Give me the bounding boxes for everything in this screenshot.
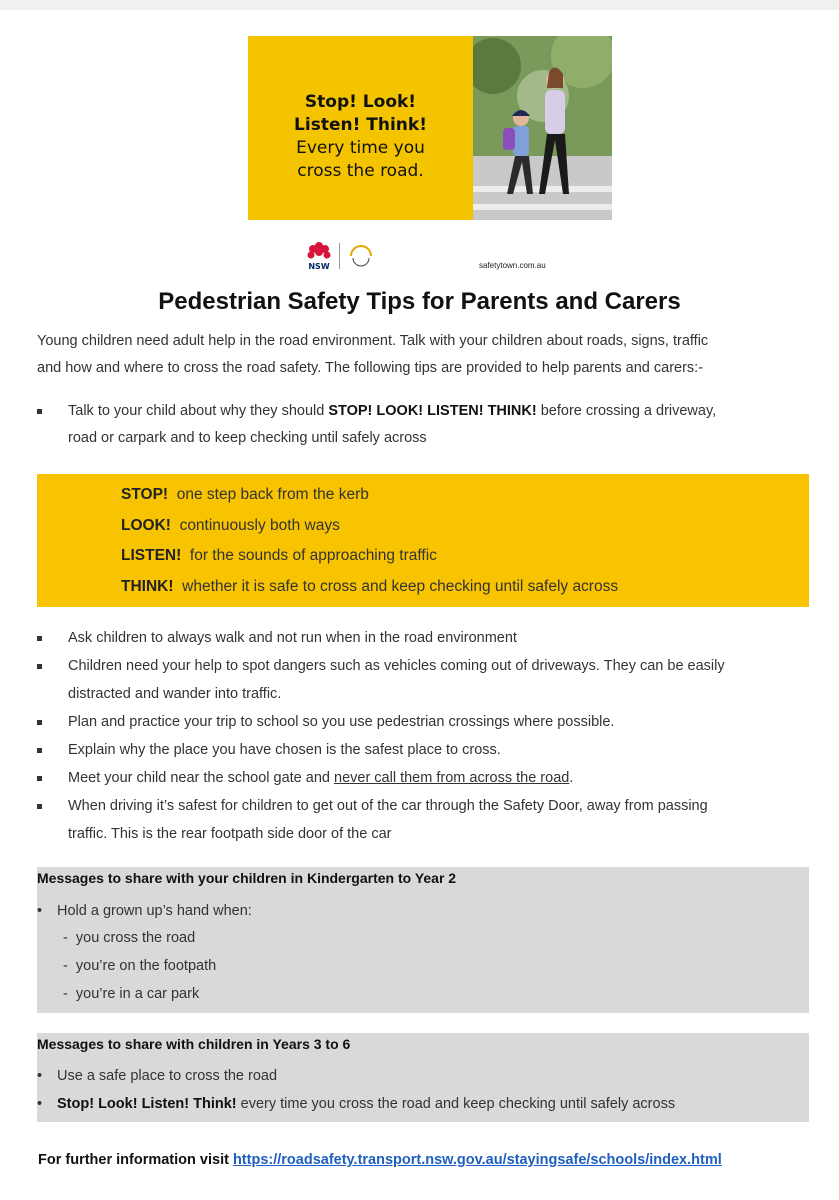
k2-item: you’re in a car park — [75, 986, 200, 1002]
y36-item-rest: every time you cross the road and keep checking until safely across — [236, 1096, 676, 1112]
k2-bullet-icon: • — [37, 903, 43, 919]
y36-heading: Messages to share with children in Years 3 to 6 — [37, 1036, 351, 1052]
tip-text: Talk to your child about why they should — [68, 403, 329, 419]
step-look — [121, 517, 340, 535]
step-text: for the sounds of approaching traffic — [189, 547, 437, 564]
tip-text: When driving it’s safest for children to get out of the car through the Safety Door, away from passing — [68, 798, 708, 814]
step-key: LOOK! — [121, 517, 171, 534]
bullet-icon — [37, 409, 42, 414]
y36-emphasis: Stop! Look! Listen! Think! — [57, 1096, 237, 1112]
tip-text-end: . — [569, 770, 574, 786]
banner-photo — [473, 36, 612, 220]
y36-bullet-icon: • — [37, 1096, 43, 1112]
k2-messages-box — [37, 867, 809, 1013]
nsw-logo-text: NSW — [308, 262, 330, 271]
k2-item: you’re on the footpath — [75, 958, 217, 974]
campaign-banner — [248, 36, 612, 220]
y36-item — [57, 1096, 675, 1112]
bullet-icon — [37, 664, 42, 669]
footer-link[interactable]: https://roadsafety.transport.nsw.gov.au/stayingsafe/schools/index.html — [232, 1152, 722, 1168]
y36-item: Use a safe place to cross the road — [57, 1068, 278, 1084]
list-item: - you’re on the footpath — [63, 958, 217, 974]
tip-text-line-2: distracted and wander into traffic. — [68, 686, 282, 702]
footer — [38, 1152, 722, 1168]
tip-text: Children need your help to spot dangers such as vehicles coming out of driveways. They can be easily — [68, 658, 725, 674]
bullet-icon — [37, 748, 42, 753]
y36-bullet-icon: • — [37, 1068, 43, 1084]
bullet-icon — [37, 636, 42, 641]
tip-text-line-2: traffic. This is the rear footpath side door of the car — [68, 826, 392, 842]
k2-heading: Messages to share with your children in Kindergarten to Year 2 — [37, 870, 457, 886]
tip-text: Meet your child near the school gate and — [68, 770, 334, 786]
banner-line-3: Every time you — [296, 138, 425, 158]
nsw-logo-icon — [304, 240, 334, 272]
tip-emphasis: STOP! LOOK! LISTEN! THINK! — [328, 403, 537, 419]
banner-line-2: Listen! Think! — [294, 115, 427, 135]
banner-line-1: Stop! Look! — [304, 92, 417, 112]
list-item: - you’re in a car park — [63, 986, 200, 1002]
bullet-icon — [37, 804, 42, 809]
logo-divider — [339, 243, 340, 269]
bullet-icon — [37, 776, 42, 781]
y36-messages-box — [37, 1033, 809, 1122]
site-url: safetytown.com.au — [479, 261, 546, 270]
intro-line-2: and how and where to cross the road safety. The following tips are provided to help parents and carers:- — [37, 360, 704, 376]
list-item: - you cross the road — [63, 930, 196, 946]
tip-text-line-2: road or carpark and to keep checking until safely across — [68, 430, 427, 446]
step-text: continuously both ways — [179, 517, 340, 534]
step-think — [121, 578, 618, 596]
step-key: STOP! — [121, 486, 169, 503]
k2-item: you cross the road — [75, 930, 196, 946]
page-title: Pedestrian Safety Tips for Parents and Carers — [158, 288, 681, 315]
intro-line-1: Young children need adult help in the road environment. Talk with your children about roads, signs, traffic — [37, 333, 709, 349]
steps-box — [37, 474, 809, 607]
k2-intro: Hold a grown up’s hand when: — [57, 903, 252, 919]
footer-label: For further information visit — [38, 1152, 233, 1168]
step-listen — [121, 547, 437, 565]
banner-text — [248, 91, 473, 183]
partner-logo-icon — [344, 244, 378, 268]
step-key: THINK! — [121, 578, 174, 595]
step-text: one step back from the kerb — [176, 486, 369, 503]
step-key: LISTEN! — [121, 547, 182, 564]
tip-text: Ask children to always walk and not run when in the road environment — [68, 630, 517, 646]
bullet-icon — [37, 720, 42, 725]
tip-text: Plan and practice your trip to school so you use pedestrian crossings where possible. — [68, 714, 615, 730]
banner-line-4: cross the road. — [297, 161, 424, 181]
tip-text-after: before crossing a driveway, — [536, 403, 717, 419]
tip-text: Explain why the place you have chosen is the safest place to cross. — [68, 742, 501, 758]
photo-illustration — [473, 36, 612, 220]
top-bar — [0, 0, 839, 10]
step-stop — [121, 486, 369, 504]
step-text: whether it is safe to cross and keep checking until safely across — [182, 578, 619, 595]
tip-underlined: never call them from across the road — [334, 770, 570, 786]
